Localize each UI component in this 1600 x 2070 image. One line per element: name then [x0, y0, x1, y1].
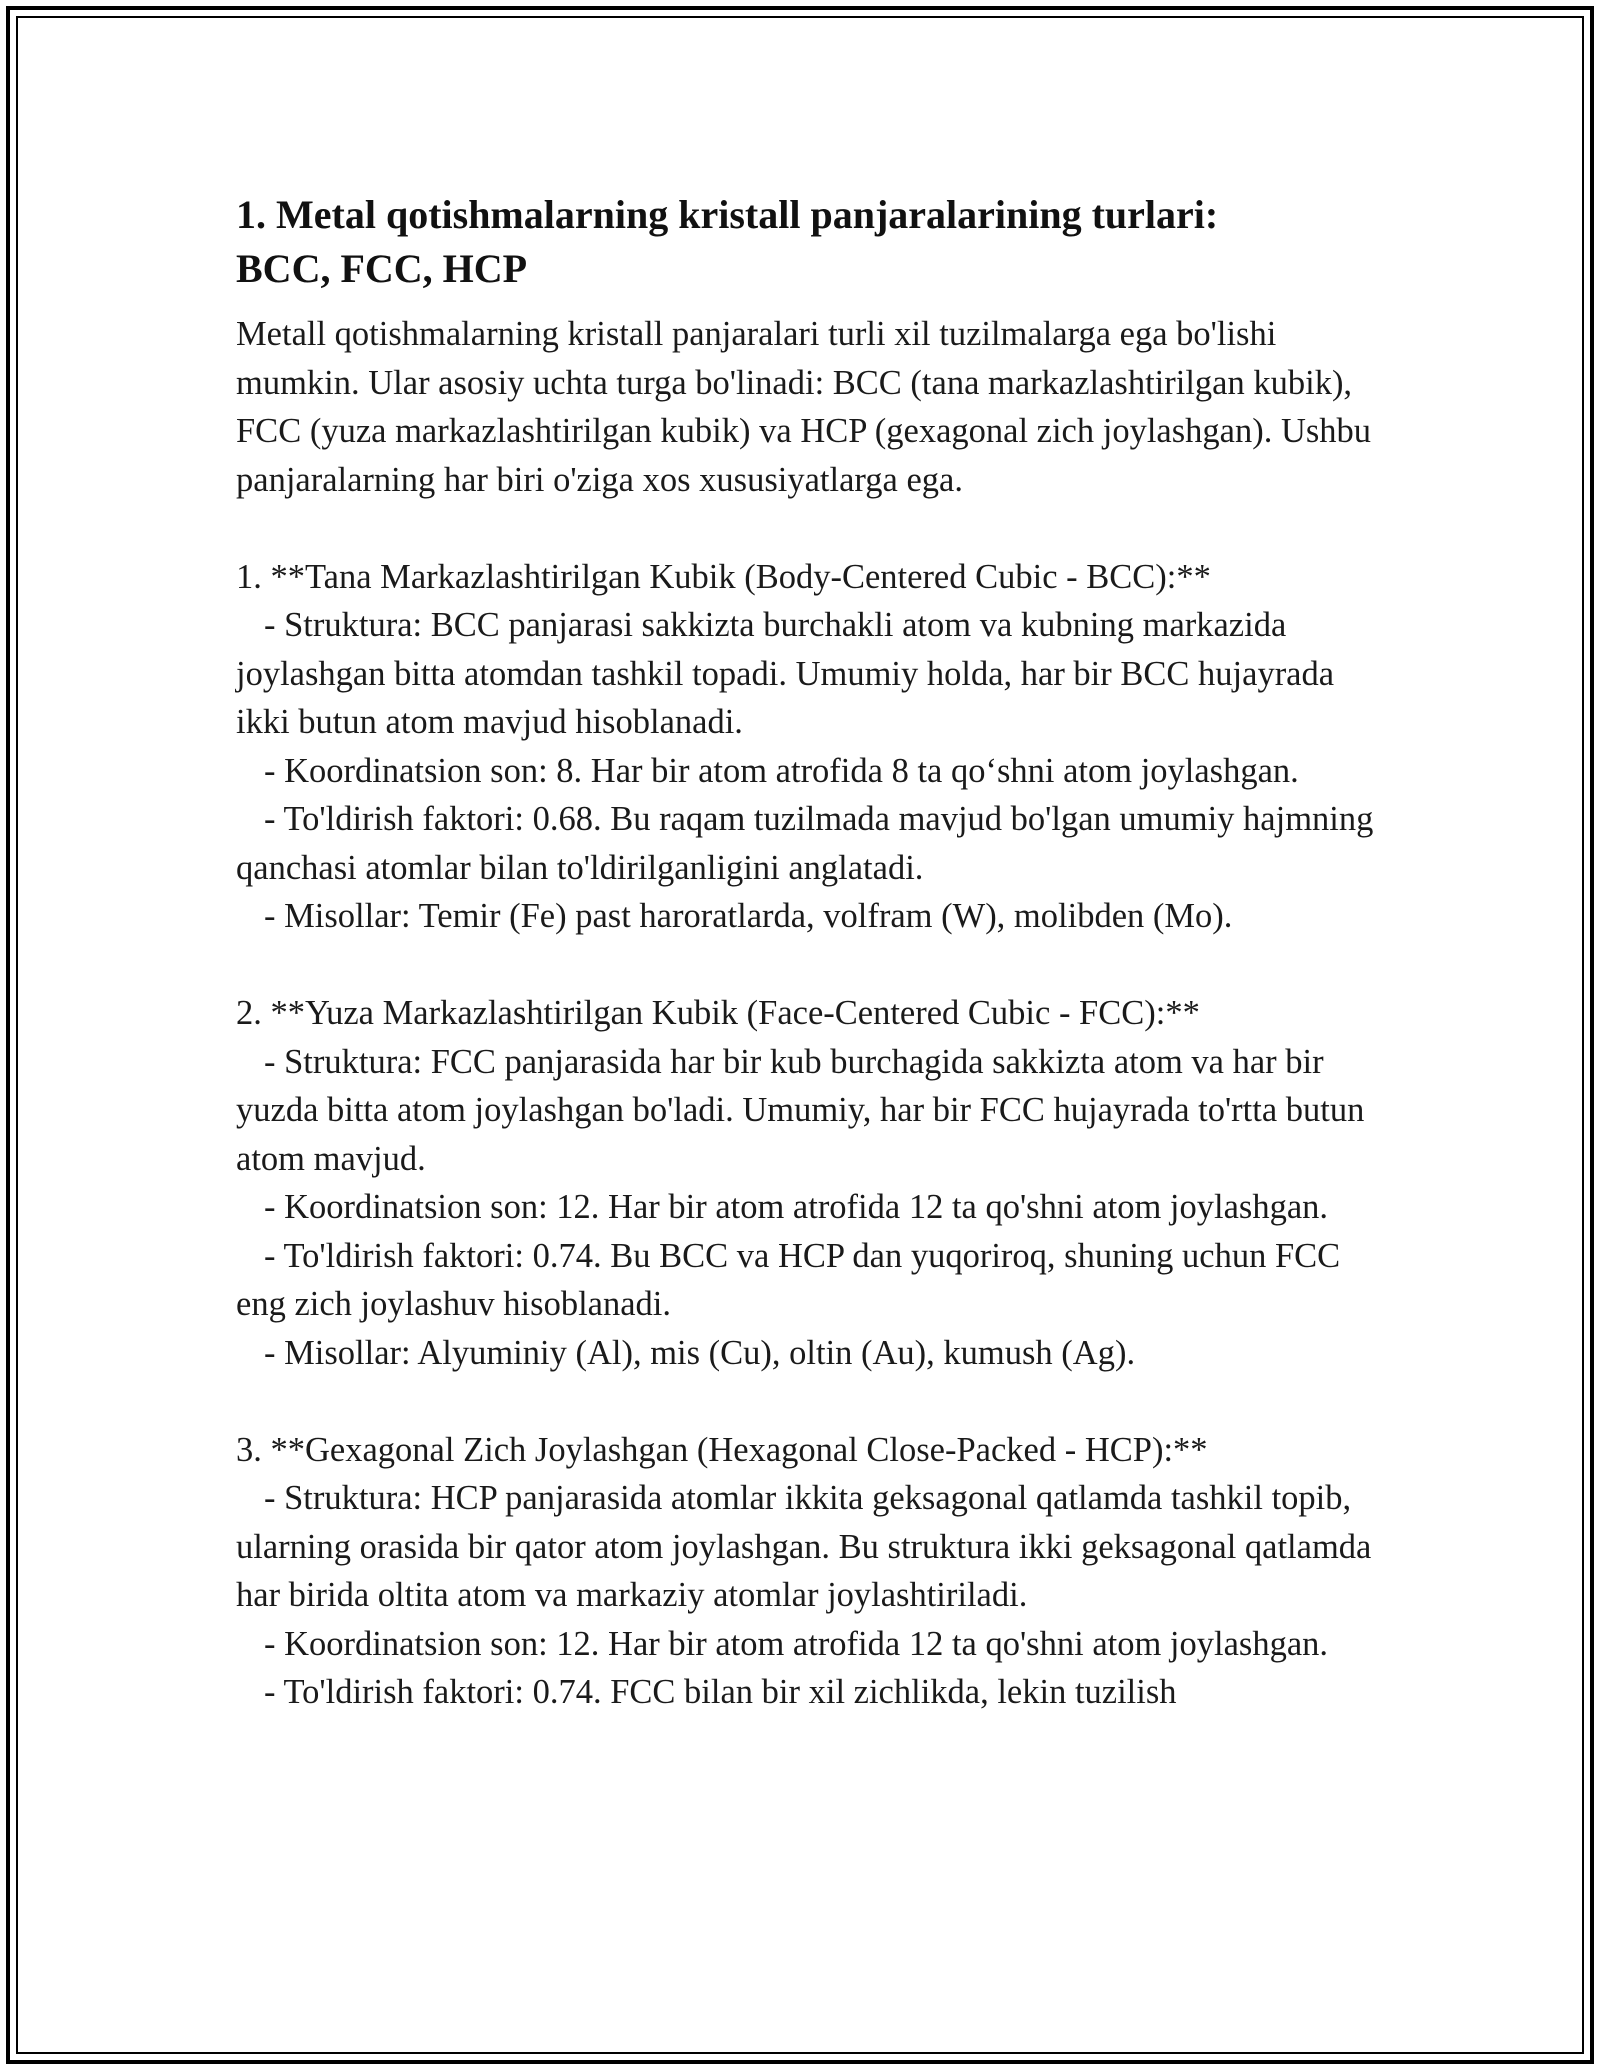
intro-paragraph: Metall qotishmalarning kristall panjaralari turli xil tuzilmalarga ega bo'lishi mumkin. Ular asosiy uchta turga bo'linadi: BCC (tana markazlashtirilgan kubik), FCC (yuza markazlashtirilgan kubik) va HCP (gexagonal zich joylashgan). Ushbu panjaralarning har biri o'ziga xos xususiyatlarga ega. — [236, 315, 1380, 499]
document-title — [236, 188, 1386, 296]
list-item: - Koordinatsion son: 12. Har bir atom atrofida 12 ta qo'shni atom joylashgan. — [264, 1624, 1329, 1663]
list-item: - To'ldirish faktori: 0.74. Bu BCC va HCP dan yuqoriroq, shuning uchun FCC eng zich joylashuv hisoblanadi. — [236, 1236, 1341, 1323]
list-item: - Struktura: BCC panjarasi sakkizta burchakli atom va kubning markazida joylashgan bitta atomdan tashkil topadi. Umumiy holda, har bir BCC hujayrada ikki butun atom mavjud hisoblanadi. — [236, 606, 1335, 741]
spacer — [236, 1377, 1386, 1426]
title-line-1: 1. Metal qotishmalarning kristall panjaralarining turlari: — [236, 192, 1219, 237]
list-item: - Misollar: Alyuminiy (Al), mis (Cu), oltin (Au), kumush (Ag). — [264, 1333, 1136, 1372]
section-fcc — [236, 989, 1386, 1377]
spacer — [236, 941, 1386, 990]
document-body — [236, 188, 1386, 1717]
section-heading: 3. **Gexagonal Zich Joylashgan (Hexagonal Close-Packed - HCP):** — [236, 1430, 1208, 1469]
list-item: - Koordinatsion son: 12. Har bir atom atrofida 12 ta qo'shni atom joylashgan. — [264, 1188, 1329, 1226]
list-item: - Koordinatsion son: 8. Har bir atom atrofida 8 ta qo‘shni atom joylashgan. — [264, 751, 1299, 790]
section-hcp — [236, 1426, 1386, 1717]
section-heading: 2. **Yuza Markazlashtirilgan Kubik (Face-Centered Cubic - FCC):** — [236, 994, 1200, 1032]
section-bcc — [236, 553, 1386, 941]
title-line-2: BCC, FCC, HCP — [236, 246, 528, 291]
list-item: - Struktura: HCP panjarasida atomlar ikkita geksagonal qatlamda tashkil topib, ularning orasida bir qator atom joylashgan. Bu struktura ikki geksagonal qatlamda har birida oltita atom va markaziy atomlar joylashtiriladi. — [236, 1479, 1372, 1614]
list-item: - To'ldirish faktori: 0.68. Bu raqam tuzilmada mavjud bo'lgan umumiy hajmning qanchasi atomlar bilan to'ldirilganligini anglatadi. — [236, 800, 1374, 887]
spacer — [236, 504, 1386, 553]
list-item: - Struktura: FCC panjarasida har bir kub burchagida sakkizta atom va har bir yuzda bitta atom joylashgan bo'ladi. Umumiy, har bir FCC hujayrada to'rtta butun atom mavjud. — [236, 1042, 1365, 1178]
list-item: - Misollar: Temir (Fe) past haroratlarda, volfram (W), molibden (Mo). — [264, 897, 1233, 935]
section-heading: 1. **Tana Markazlashtirilgan Kubik (Body-Centered Cubic - BCC):** — [236, 557, 1211, 596]
list-item: - To'ldirish faktori: 0.74. FCC bilan bir xil zichlikda, lekin tuzilish — [264, 1673, 1177, 1711]
